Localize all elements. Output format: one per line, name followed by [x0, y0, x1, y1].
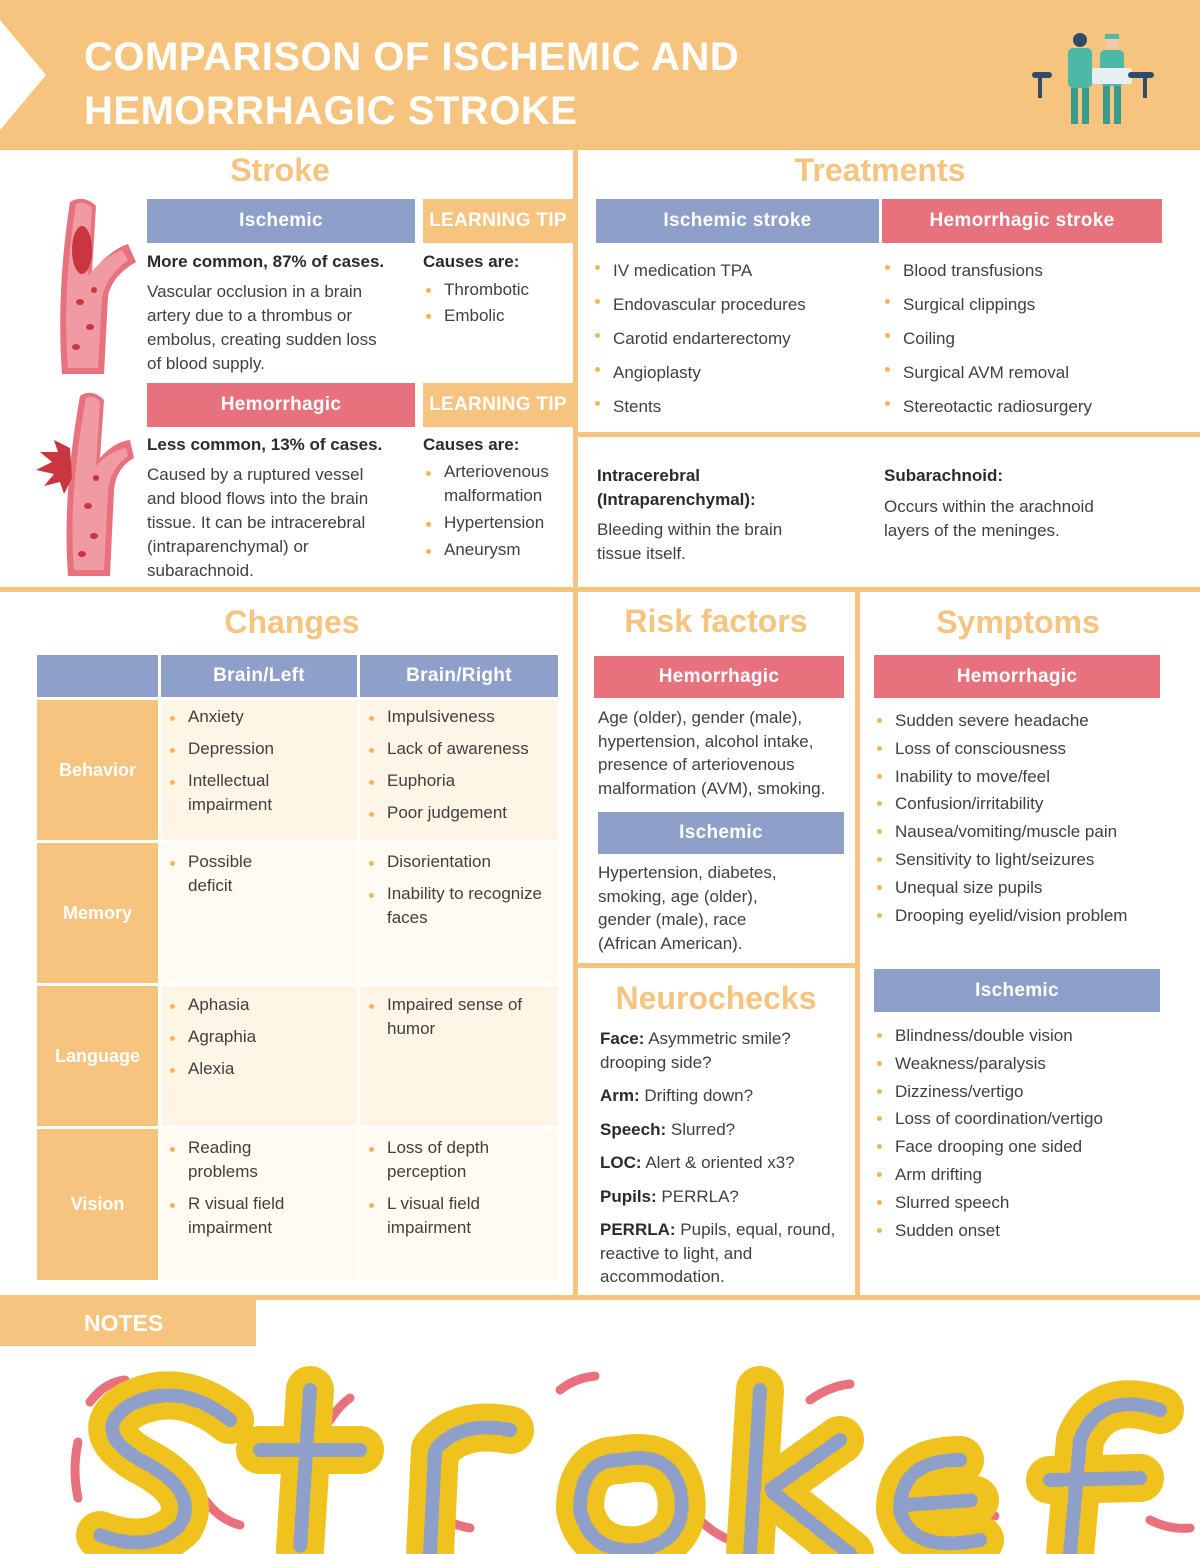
learning-tip-label: LEARNING TIP [423, 383, 573, 427]
neurocheck-key: Face: [600, 1029, 645, 1048]
list-item: Slurred speech [874, 1189, 1194, 1217]
list-item: Reading problems [167, 1136, 277, 1184]
table-cell [161, 986, 357, 1126]
intracerebral-title [597, 464, 857, 512]
list-item: Blindness/double vision [874, 1022, 1194, 1050]
table-cell [360, 1129, 558, 1280]
neurocheck-value: Asymmetric smile? drooping side? [600, 1029, 791, 1072]
stroke-lettering-artwork [0, 1350, 1200, 1554]
text-line: hypertension, alcohol intake, [598, 731, 814, 751]
list-item: Surgical clippings [882, 288, 1172, 322]
brain-right-header: Brain/Right [360, 655, 558, 697]
text-line: smoking, age (older), [598, 886, 758, 906]
hemorrhagic-label: Hemorrhagic [147, 383, 415, 427]
list-item: Aneurysm [423, 538, 571, 562]
symptoms-hemorrhagic-label: Hemorrhagic [874, 655, 1160, 698]
list-item: Drooping eyelid/vision problem [874, 902, 1194, 930]
risk-hemorrhagic-text [598, 706, 858, 800]
hemorrhagic-artery-icon [34, 386, 140, 582]
neurocheck-value: Alert & oriented x3? [645, 1153, 795, 1172]
list-item: Poor judgement [366, 801, 554, 825]
list-item: Stereotactic radiosurgery [882, 390, 1172, 424]
vision-left-list [167, 1136, 337, 1240]
text-line: Hypertension, diabetes, [598, 863, 777, 882]
list-item: Impulsiveness [366, 705, 554, 729]
risk-ischemic-text [598, 861, 848, 955]
ischemic-treatments-list [592, 254, 877, 424]
desc-line: layers of the meninges. [884, 521, 1060, 540]
list-item: Possible deficit [167, 850, 277, 898]
list-item: Euphoria [366, 769, 554, 793]
table-corner [37, 655, 158, 697]
neurocheck-item [600, 1151, 850, 1175]
neurocheck-item [600, 1027, 850, 1074]
table-cell [161, 700, 357, 840]
text-line: gender (male), race [598, 910, 747, 929]
list-item: Embolic [423, 303, 573, 329]
hemorrhagic-causes-list [423, 460, 571, 562]
list-item: Face drooping one sided [874, 1133, 1194, 1161]
text-line: malformation (AVM), smoking. [598, 778, 826, 798]
table-cell [360, 986, 558, 1126]
hemorrhagic-stroke-label: Hemorrhagic stroke [882, 199, 1162, 243]
divider [573, 592, 578, 1297]
list-item: Lack of awareness [366, 737, 554, 761]
ischemic-label: Ischemic [147, 199, 415, 243]
list-item: Nausea/vomiting/muscle pain [874, 818, 1194, 846]
list-item: Blood transfusions [882, 254, 1172, 288]
ischemic-stroke-label: Ischemic stroke [596, 199, 879, 243]
symptoms-section-title: Symptoms [936, 604, 1100, 640]
title-line: Intracerebral [597, 466, 700, 485]
list-item: Inability to recognize faces [366, 882, 546, 930]
behavior-right-list [366, 705, 554, 825]
hemorrhagic-treatments-list [882, 254, 1172, 424]
list-item: Loss of coordination/vertigo [874, 1105, 1194, 1133]
text-line: presence of arteriovenous [598, 755, 795, 774]
list-item: Loss of depth perception [366, 1136, 516, 1184]
list-item: Surgical AVM removal [882, 356, 1172, 390]
list-item: Weakness/paralysis [874, 1050, 1194, 1078]
list-item: Thrombotic [423, 277, 573, 303]
row-label-memory: Memory [37, 843, 158, 983]
ischemic-artery-icon [50, 192, 140, 382]
title-line-1: COMPARISON OF ISCHEMIC AND [84, 35, 740, 79]
divider [0, 587, 1200, 592]
risk-factors-section-title: Risk factors [624, 603, 808, 639]
row-label-language: Language [37, 986, 158, 1126]
table-cell [360, 843, 558, 983]
desc-line: Caused by a ruptured vessel [147, 465, 364, 484]
symptoms-hemorrhagic-list [874, 707, 1194, 929]
list-item: Coiling [882, 322, 1172, 356]
ischemic-description [147, 280, 417, 376]
neurocheck-item [600, 1084, 850, 1108]
stroke-section-title: Stroke [230, 152, 330, 188]
neurocheck-item [600, 1118, 850, 1142]
vision-right-list [366, 1136, 541, 1240]
learning-tip-label: LEARNING TIP [423, 199, 573, 243]
list-item: Aphasia [167, 993, 351, 1017]
list-item: IV medication TPA [592, 254, 877, 288]
list-item: Impaired sense of humor [366, 993, 536, 1041]
hemorrhagic-description [147, 463, 417, 583]
table-cell [161, 1129, 357, 1280]
list-item: Sudden onset [874, 1217, 1194, 1245]
title-line-2: HEMORRHAGIC STROKE [84, 89, 578, 133]
memory-left-list [167, 850, 277, 898]
list-item: Disorientation [366, 850, 546, 874]
desc-line: tissue itself. [597, 544, 686, 563]
memory-right-list [366, 850, 546, 930]
notes-label: NOTES [0, 1300, 256, 1346]
list-item: Stents [592, 390, 877, 424]
list-item: Hypertension [423, 511, 571, 535]
symptoms-ischemic-list [874, 1022, 1194, 1244]
desc-line: tissue. It can be intracerebral [147, 513, 366, 532]
list-item: Intellectual impairment [167, 769, 351, 817]
neurocheck-key: PERRLA: [600, 1220, 676, 1239]
text-line: (African American). [598, 933, 743, 953]
divider [855, 592, 860, 1297]
language-right-list [366, 993, 536, 1041]
neurocheck-value: Slurred? [670, 1119, 736, 1139]
neurocheck-key: Speech: [600, 1119, 667, 1139]
desc-line: artery due to a thrombus or [147, 306, 353, 325]
brain-left-header: Brain/Left [161, 655, 357, 697]
neurocheck-value: Drifting down? [644, 1086, 754, 1105]
title-line: (Intraparenchymal): [597, 490, 756, 509]
list-item: Carotid endarterectomy [592, 322, 877, 356]
list-item: Unequal size pupils [874, 874, 1194, 902]
divider [573, 150, 578, 590]
intracerebral-description [597, 518, 857, 566]
neurocheck-value: Pupils, equal, round, reactive to light, and accommodation. [600, 1220, 836, 1286]
list-item: Depression [167, 737, 351, 761]
row-label-vision: Vision [37, 1129, 158, 1280]
desc-line: of blood supply. [147, 354, 265, 373]
neurocheck-key: LOC: [600, 1153, 642, 1172]
medical-staff-icon [1028, 30, 1158, 130]
subarachnoid-title: Subarachnoid: [884, 466, 1004, 485]
list-item: Arteriovenous malformation [423, 460, 571, 508]
neurocheck-key: Pupils: [600, 1186, 657, 1206]
table-cell [161, 843, 357, 983]
table-cell [360, 700, 558, 840]
list-item: L visual field impairment [366, 1192, 536, 1240]
changes-section-title: Changes [224, 604, 360, 640]
neurocheck-item [600, 1185, 850, 1209]
desc-line: Vascular occlusion in a brain [147, 282, 363, 301]
neurochecks-list [600, 1027, 850, 1289]
desc-line: and blood flows into the brain [147, 489, 369, 508]
ischemic-causes-list [423, 277, 573, 329]
desc-line: subarachnoid. [147, 561, 254, 580]
list-item: Anxiety [167, 705, 351, 729]
desc-line: Bleeding within the brain [597, 520, 783, 539]
neurocheck-key: Arm: [600, 1086, 640, 1105]
list-item: Arm drifting [874, 1161, 1194, 1189]
list-item: Confusion/irritability [874, 790, 1194, 818]
list-item: Sudden severe headache [874, 707, 1194, 735]
list-item: Sensitivity to light/seizures [874, 846, 1194, 874]
desc-line: (intraparenchymal) or [147, 537, 309, 556]
row-label-behavior: Behavior [37, 700, 158, 840]
ischemic-lead: More common, 87% of cases. [147, 252, 385, 271]
desc-line: Occurs within the arachnoid [884, 497, 1094, 516]
desc-line: embolus, creating sudden loss [147, 330, 377, 349]
page-title [84, 30, 884, 138]
behavior-left-list [167, 705, 351, 817]
neurochecks-section-title: Neurochecks [615, 980, 817, 1016]
treatments-section-title: Treatments [794, 152, 966, 188]
divider [578, 432, 1200, 437]
risk-hemorrhagic-label: Hemorrhagic [594, 656, 844, 698]
list-item: Dizziness/vertigo [874, 1078, 1194, 1106]
list-item: R visual field impairment [167, 1192, 335, 1240]
list-item: Agraphia [167, 1025, 351, 1049]
ischemic-causes-title: Causes are: [423, 252, 520, 271]
neurocheck-item [600, 1218, 850, 1289]
hemorrhagic-causes-title: Causes are: [423, 435, 520, 454]
list-item: Alexia [167, 1057, 351, 1081]
page-header [0, 0, 1200, 150]
list-item: Loss of consciousness [874, 735, 1194, 763]
list-item: Inability to move/feel [874, 763, 1194, 791]
text-line: Age (older), gender (male), [598, 708, 803, 727]
neurocheck-value: PERRLA? [661, 1186, 739, 1206]
language-left-list [167, 993, 351, 1081]
symptoms-ischemic-label: Ischemic [874, 969, 1160, 1012]
list-item: Angioplasty [592, 356, 877, 390]
list-item: Endovascular procedures [592, 288, 877, 322]
risk-ischemic-label: Ischemic [598, 812, 844, 854]
subarachnoid-description [884, 495, 1174, 543]
hemorrhagic-lead: Less common, 13% of cases. [147, 435, 383, 454]
chevron-right-icon [0, 20, 46, 130]
divider [578, 963, 855, 968]
